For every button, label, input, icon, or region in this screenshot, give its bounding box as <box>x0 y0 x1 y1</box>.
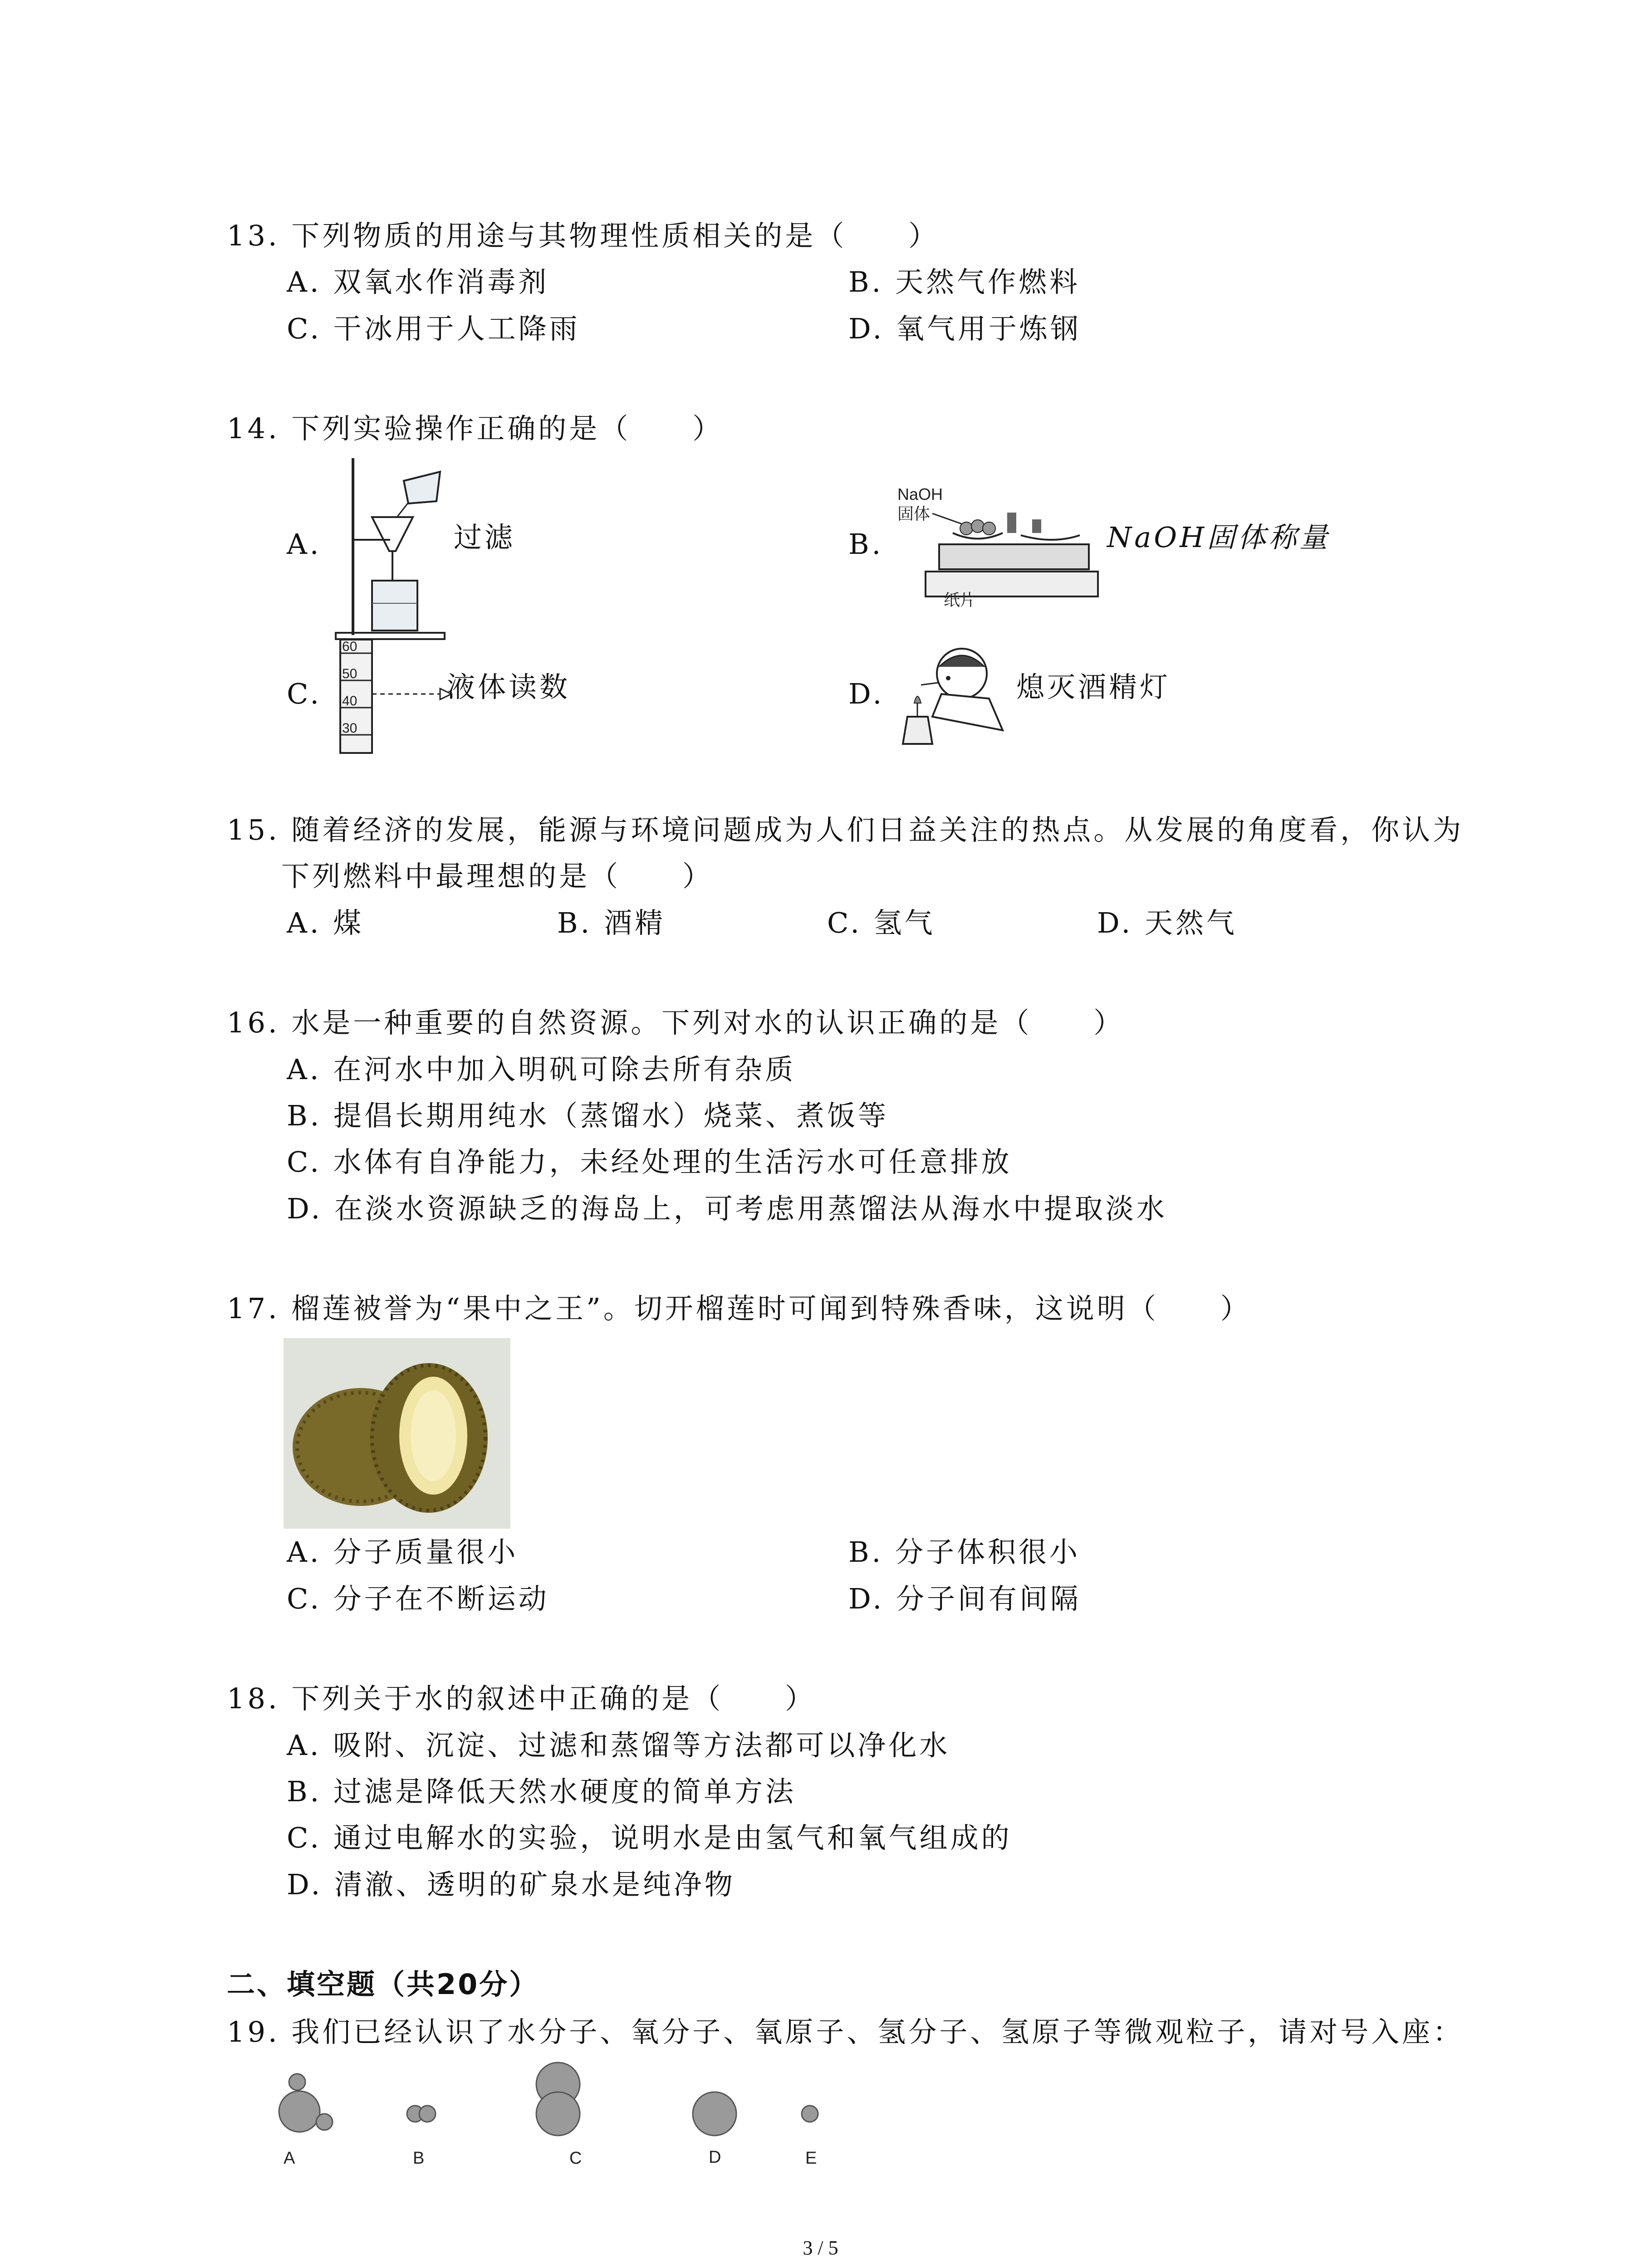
paper-label: 纸片 <box>944 591 977 608</box>
q16-option-b: B. 提倡长期用纯水（蒸馏水）烧菜、煮饭等 <box>287 1099 889 1132</box>
q15-stem-line1: 15. 随着经济的发展，能源与环境问题成为人们日益关注的热点。从发展的角度看，你认为 <box>227 813 1464 846</box>
page-number: 3 / 5 <box>803 2237 838 2259</box>
q13-stem: 13. 下列物质的用途与其物理性质相关的是（ ） <box>227 219 940 252</box>
q15-option-d: D. 天然气 <box>1097 906 1237 939</box>
cyl-tick-40: 40 <box>342 694 358 709</box>
cyl-tick-50: 50 <box>342 666 358 681</box>
q15-option-b: B. 酒精 <box>557 906 666 939</box>
q17-option-a: A. 分子质量很小 <box>287 1535 519 1569</box>
q17-option-b: B. 分子体积很小 <box>848 1535 1080 1569</box>
cyl-tick-30: 30 <box>342 721 358 736</box>
cyl-tick-60: 60 <box>342 639 358 654</box>
balance-figure <box>889 481 1107 608</box>
q13-option-c: C. 干冰用于人工降雨 <box>287 312 580 345</box>
q16-stem: 16. 水是一种重要的自然资源。下列对水的认识正确的是（ ） <box>227 1006 1125 1039</box>
q14-label-c: C. <box>287 677 322 710</box>
q18-option-b: B. 过滤是降低天然水硬度的简单方法 <box>287 1775 796 1808</box>
q18-option-c: C. 通过电解水的实验，说明水是由氢气和氧气组成的 <box>287 1821 1012 1854</box>
q14-caption-d: 熄灭酒精灯 <box>1016 670 1171 704</box>
q13-option-a: A. 双氧水作消毒剂 <box>287 265 549 298</box>
q14-caption-a: 过滤 <box>454 521 516 554</box>
q15-option-c: C. 氢气 <box>827 906 936 939</box>
particle-label-b: B <box>413 2149 425 2168</box>
q17-option-d: D. 分子间有间隔 <box>848 1582 1081 1615</box>
particle-label-e: E <box>805 2149 817 2168</box>
q14-caption-c: 液体读数 <box>447 670 571 704</box>
q18-stem: 18. 下列关于水的叙述中正确的是（ ） <box>227 1682 816 1715</box>
filtration-apparatus-figure <box>318 454 454 644</box>
q16-option-d: D. 在淡水资源缺乏的海岛上，可考虑用蒸馏法从海水中提取淡水 <box>287 1192 1167 1225</box>
q15-option-a: A. 煤 <box>287 906 364 939</box>
graduated-cylinder-figure <box>331 635 458 758</box>
q15-stem-line2: 下列燃料中最理想的是（ ） <box>281 860 714 893</box>
q19-stem: 19. 我们已经认识了水分子、氧分子、氧原子、氢分子、氢原子等微观粒子，请对号入座： <box>227 2015 1464 2048</box>
q13-option-d: D. 氧气用于炼钢 <box>848 312 1081 345</box>
q18-option-a: A. 吸附、沉淀、过滤和蒸馏等方法都可以净化水 <box>287 1729 950 1762</box>
particle-label-a: A <box>284 2149 295 2168</box>
q17-stem: 17. 榴莲被誉为“果中之王”。切开榴莲时可闻到特殊香味，这说明（ ） <box>227 1292 1251 1325</box>
q14-stem: 14. 下列实验操作正确的是（ ） <box>227 412 724 445</box>
extinguish-lamp-figure <box>889 640 1021 758</box>
q14-label-b: B. <box>848 528 884 561</box>
particle-label-d: D <box>709 2148 721 2167</box>
q16-option-a: A. 在河水中加入明矾可除去所有杂质 <box>287 1053 796 1086</box>
particle-models-figure <box>263 2055 898 2173</box>
particle-label-c: C <box>569 2149 582 2168</box>
q14-label-d: D. <box>848 677 885 710</box>
q14-caption-b: NaOH固体称量 <box>1107 521 1331 554</box>
q17-option-c: C. 分子在不断运动 <box>287 1582 549 1615</box>
q18-option-d: D. 清澈、透明的矿泉水是纯净物 <box>287 1868 735 1901</box>
q14-label-a: A. <box>287 528 322 561</box>
section-title-fill-in: 二、填空题（共20分） <box>227 1968 539 2001</box>
durian-photo <box>284 1338 510 1529</box>
q16-option-c: C. 水体有自净能力，未经处理的生活污水可任意排放 <box>287 1145 1012 1178</box>
q13-option-b: B. 天然气作燃料 <box>848 265 1080 298</box>
naoh-label: NaOH <box>897 485 943 503</box>
solid-label: 固体 <box>897 504 931 523</box>
